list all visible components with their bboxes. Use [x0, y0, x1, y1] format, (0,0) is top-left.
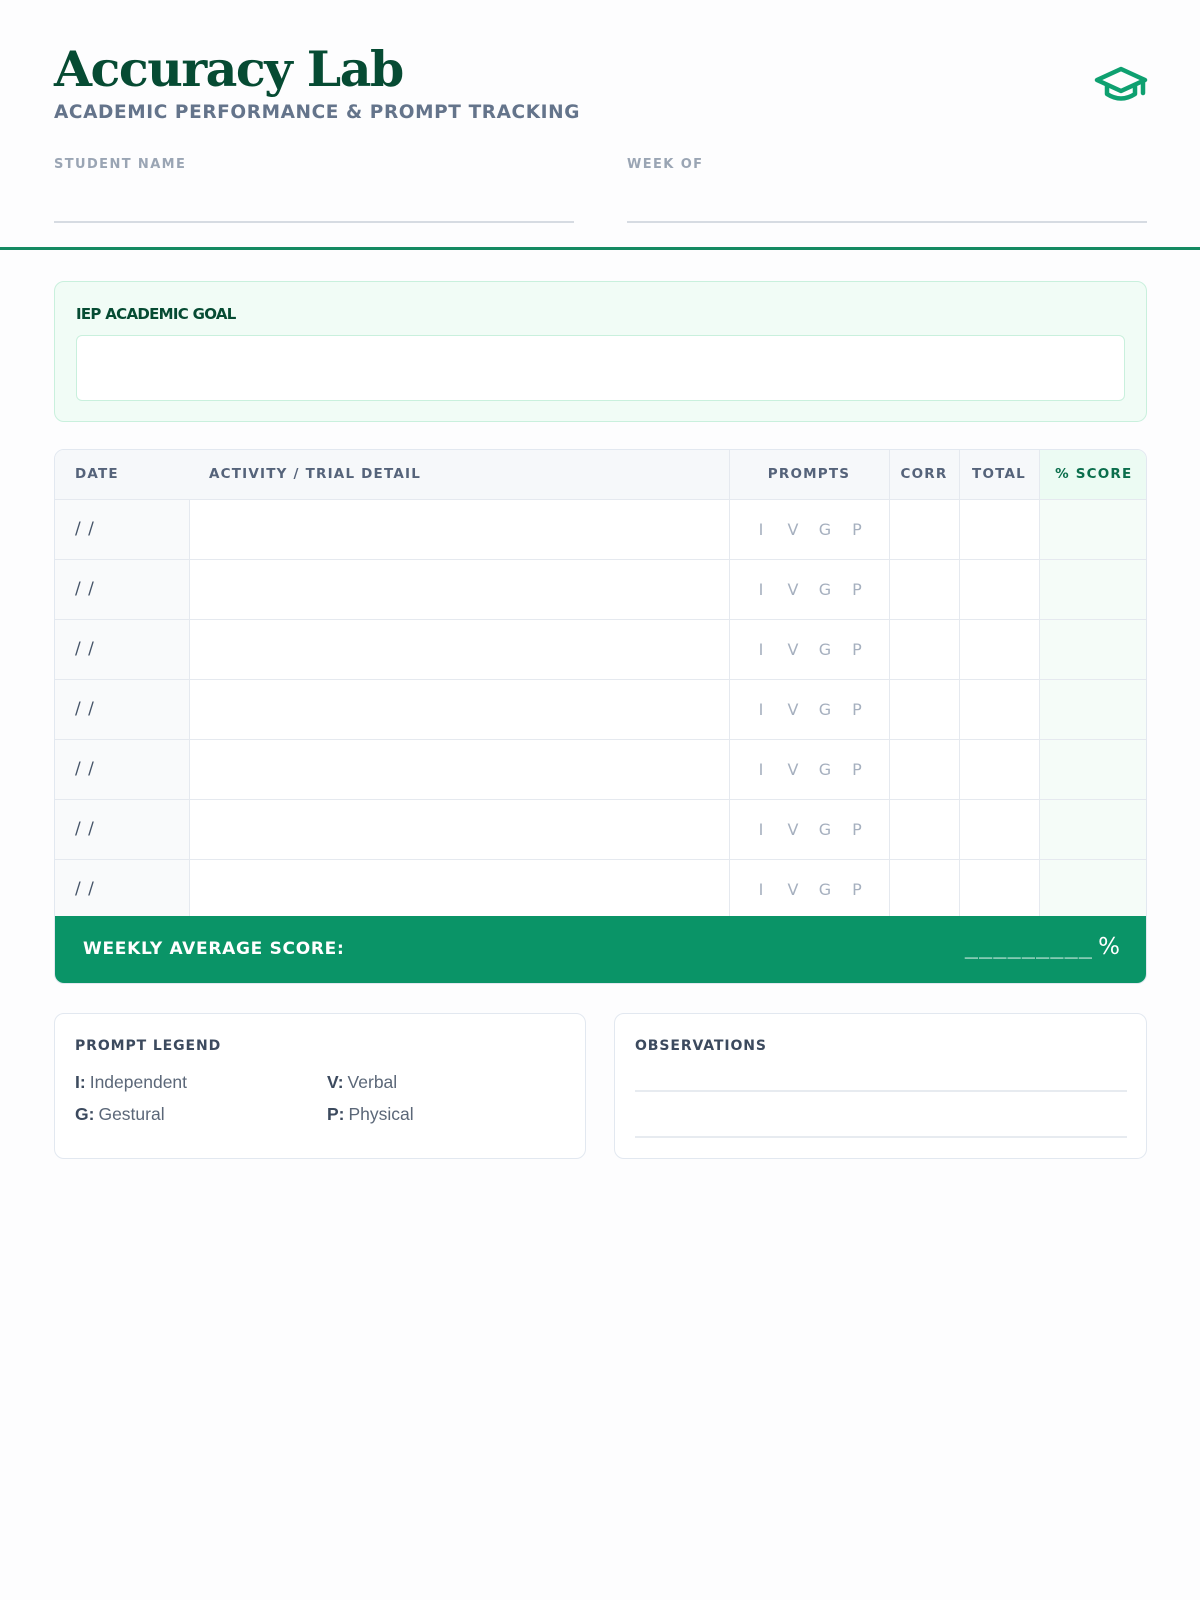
prompt-option-p[interactable]: P — [852, 699, 862, 719]
col-header-date: DATE — [55, 450, 189, 499]
weekly-average-unit: % — [1098, 934, 1120, 960]
legend-text: Independent — [89, 1072, 188, 1092]
prompt-option-i[interactable]: I — [758, 699, 764, 719]
table-row — [55, 499, 1147, 559]
legend-key: V: — [327, 1072, 344, 1092]
legend-text: Gestural — [98, 1104, 165, 1124]
date-cell[interactable]: / / — [55, 679, 189, 739]
legend-key: G: — [75, 1104, 95, 1124]
col-header-total: TOTAL — [959, 450, 1039, 499]
observation-line[interactable] — [635, 1136, 1127, 1138]
prompts-cell — [729, 619, 889, 679]
prompt-option-v[interactable]: V — [787, 819, 799, 839]
score-cell[interactable] — [1039, 799, 1147, 859]
prompt-option-i[interactable]: I — [758, 579, 764, 599]
prompt-option-g[interactable]: G — [818, 519, 832, 539]
table-row — [55, 559, 1147, 619]
date-cell[interactable]: / / — [55, 739, 189, 799]
week-of-label: WEEK OF — [627, 157, 704, 172]
prompt-option-v[interactable]: V — [787, 639, 799, 659]
table-header-row — [55, 450, 1147, 499]
corr-cell[interactable] — [889, 739, 959, 799]
total-cell[interactable] — [959, 799, 1039, 859]
prompt-option-i[interactable]: I — [758, 759, 764, 779]
legend-key: P: — [327, 1104, 345, 1124]
trial-table — [54, 449, 1147, 984]
score-cell[interactable] — [1039, 619, 1147, 679]
prompts-cell — [729, 739, 889, 799]
total-cell[interactable] — [959, 679, 1039, 739]
prompt-option-p[interactable]: P — [852, 639, 862, 659]
corr-cell[interactable] — [889, 499, 959, 559]
legend-text: Physical — [348, 1104, 414, 1124]
graduation-cap-icon — [1094, 62, 1148, 106]
table-row — [55, 739, 1147, 799]
corr-cell[interactable] — [889, 679, 959, 739]
prompt-option-i[interactable]: I — [758, 819, 764, 839]
col-header-corr: CORR — [889, 450, 959, 499]
iep-goal-section — [54, 281, 1147, 422]
table-row — [55, 679, 1147, 739]
prompt-option-v[interactable]: V — [787, 879, 799, 899]
activity-cell[interactable] — [189, 799, 729, 859]
prompt-option-i[interactable]: I — [758, 879, 764, 899]
prompt-option-p[interactable]: P — [852, 819, 862, 839]
page-title: Accuracy Lab — [54, 40, 403, 98]
date-cell[interactable]: / / — [55, 799, 189, 859]
table-row — [55, 859, 1147, 919]
total-cell[interactable] — [959, 559, 1039, 619]
prompt-option-p[interactable]: P — [852, 879, 862, 899]
prompts-cell — [729, 799, 889, 859]
prompt-legend-card — [54, 1013, 586, 1159]
date-cell[interactable]: / / — [55, 499, 189, 559]
col-header-activity: ACTIVITY / TRIAL DETAIL — [189, 450, 729, 499]
total-cell[interactable] — [959, 499, 1039, 559]
prompt-option-g[interactable]: G — [818, 699, 832, 719]
observations-card — [614, 1013, 1147, 1159]
iep-goal-input[interactable] — [76, 335, 1125, 401]
page-subtitle: ACADEMIC PERFORMANCE & PROMPT TRACKING — [54, 102, 581, 123]
prompt-option-v[interactable]: V — [787, 579, 799, 599]
col-header-prompts: PROMPTS — [729, 450, 889, 499]
total-cell[interactable] — [959, 859, 1039, 919]
activity-cell[interactable] — [189, 499, 729, 559]
col-header-score: % SCORE — [1039, 450, 1147, 499]
score-cell[interactable] — [1039, 499, 1147, 559]
date-cell[interactable]: / / — [55, 619, 189, 679]
legend-text: Verbal — [347, 1072, 398, 1092]
activity-cell[interactable] — [189, 619, 729, 679]
activity-cell[interactable] — [189, 559, 729, 619]
week-of-field[interactable] — [627, 221, 1147, 223]
score-cell[interactable] — [1039, 679, 1147, 739]
total-cell[interactable] — [959, 739, 1039, 799]
total-cell[interactable] — [959, 619, 1039, 679]
student-name-field[interactable] — [54, 221, 574, 223]
table-row — [55, 619, 1147, 679]
activity-cell[interactable] — [189, 739, 729, 799]
prompts-cell — [729, 499, 889, 559]
prompt-option-g[interactable]: G — [818, 879, 832, 899]
prompt-option-v[interactable]: V — [787, 759, 799, 779]
observation-line[interactable] — [635, 1090, 1127, 1092]
weekly-average-input[interactable]: _________ — [964, 934, 1093, 959]
date-cell[interactable]: / / — [55, 559, 189, 619]
prompts-cell — [729, 559, 889, 619]
prompt-option-i[interactable]: I — [758, 519, 764, 539]
prompt-option-p[interactable]: P — [852, 519, 862, 539]
prompt-option-g[interactable]: G — [818, 759, 832, 779]
weekly-average-label: WEEKLY AVERAGE SCORE: — [83, 939, 345, 959]
prompt-option-g[interactable]: G — [818, 639, 832, 659]
corr-cell[interactable] — [889, 859, 959, 919]
date-cell[interactable]: / / — [55, 859, 189, 919]
corr-cell[interactable] — [889, 559, 959, 619]
prompt-option-g[interactable]: G — [818, 579, 832, 599]
activity-cell[interactable] — [189, 859, 729, 919]
legend-item — [75, 1072, 187, 1093]
score-cell[interactable] — [1039, 559, 1147, 619]
iep-goal-label: IEP ACADEMIC GOAL — [76, 305, 236, 323]
corr-cell[interactable] — [889, 799, 959, 859]
legend-key: I: — [75, 1072, 86, 1092]
prompt-option-g[interactable]: G — [818, 819, 832, 839]
observations-title: OBSERVATIONS — [635, 1038, 767, 1054]
prompt-option-v[interactable]: V — [787, 519, 799, 539]
prompt-option-p[interactable]: P — [852, 759, 862, 779]
score-cell[interactable] — [1039, 739, 1147, 799]
prompt-option-v[interactable]: V — [787, 699, 799, 719]
legend-item — [327, 1072, 397, 1093]
prompt-option-i[interactable]: I — [758, 639, 764, 659]
student-name-label: STUDENT NAME — [54, 157, 187, 172]
prompt-legend-title: PROMPT LEGEND — [75, 1038, 222, 1054]
legend-item — [75, 1104, 165, 1125]
corr-cell[interactable] — [889, 619, 959, 679]
page-header — [0, 0, 1200, 250]
legend-item — [327, 1104, 414, 1125]
prompts-cell — [729, 679, 889, 739]
table-row — [55, 799, 1147, 859]
prompts-cell — [729, 859, 889, 919]
weekly-average-bar — [55, 916, 1146, 983]
score-cell[interactable] — [1039, 859, 1147, 919]
prompt-option-p[interactable]: P — [852, 579, 862, 599]
activity-cell[interactable] — [189, 679, 729, 739]
